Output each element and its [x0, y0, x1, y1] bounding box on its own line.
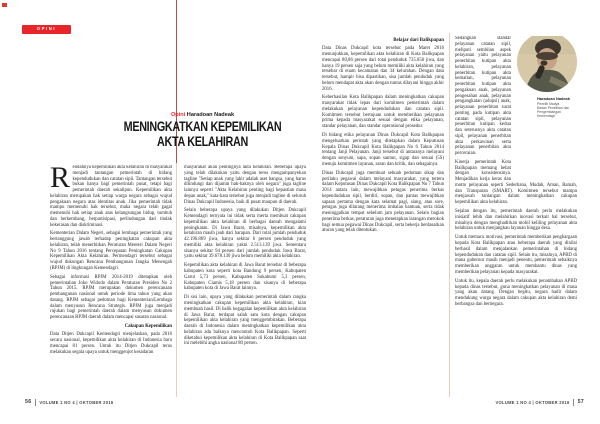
- paragraph: Sejalan dengan itu, pemerintah daerah perlu melakukan inisiatif lebih dan melahirkan inovasi terkait hal tersebut, misalnya dengan menghadirkan mobil keliling pelayanan akta kelahiran untuk menjangkau layanan hingga desa.: [455, 209, 577, 232]
- left-page-column-2: [184, 165, 306, 398]
- corner-trim-mark: [2, 3, 7, 7]
- paragraph: Data Ditjen Dukcapil Kemendagri menjelaskan, pada 2016 secara nasional, kepemilikan akta kelahiran di Indonesia baru mencapai 81 persen. Untuk itu Ditjen Dukcapil terus melakukan segala upaya untuk menggenjot kesadaran: [50, 332, 172, 355]
- paragraph: Kinerja pemerintah Kota Balikpapan memang hebat dengan konsistensinya. Menjadikan kerja keras dan motto pelayanan seperti Sederhana, Mudah, Aman, Ramah, dan Transparan (SMART). Komitmen tersebut mampu menjawab tantangan dalam meningkatkan cakupan kepemilikan akta kelahiran.: [455, 159, 577, 206]
- footer-divider: [35, 399, 36, 406]
- author-photo-image: [517, 36, 577, 92]
- byline-author: Haradoan Nadeak: [186, 112, 235, 118]
- paragraph: Di sisi lain, upaya yang dilakukan pemerintah dalam rangka meningkatkan cakupan kepemilikan akta kelahiran, kian membuah hasil. Di balik kegagalan kepemilikan akta kelahiran di Jawa Barat, terdapat salah satu kota dengan cakupan kepemilikan akta kelahiran yang menggembirakan. Beberapa daerah di Indonesia dalam meningkatkan kepemilikan akta kelahiran ada baiknya mencontoh Kota Balikpapan. Seperti diketahui kepemilikan akta kelahiran di Kota Balikpapan saat ini melebihi angka nasional 80 persen.: [184, 295, 306, 347]
- right-page-column-2: [455, 36, 577, 398]
- title-line-1: MENINGKATKAN KEPEMILIKAN: [123, 119, 282, 134]
- footer-left: [25, 397, 113, 407]
- author-portrait-block: [515, 36, 577, 180]
- footer-right: [496, 397, 584, 407]
- section-tag-label: OPINI: [36, 26, 57, 32]
- paragraph: Untuk itu, kepala daerah perlu melakukan penambahan APBD kepada dinas tersebut, guna meningkatkan pelayanan di masa yang akan datang. Dengan begitu, negara hadir dalam mendukung warga negara dalam cakupan akta kelahiran demi berbangsa dan bernegara.: [455, 278, 577, 307]
- paragraph: Badan Penelitian dan: [537, 105, 570, 110]
- author-name: Haradoan Nadeak: [537, 96, 570, 101]
- author-roles: [537, 102, 577, 119]
- paragraph: Kementerian Dalam Negeri, sebagai lembaga pemerintah yang bertanggung jawab terhadap peningkatan cakupan akta kelahiran, telah menerbitkan Peraturan Menteri Dalam Negeri No 9 Tahun 2016 tentang Percepatan Peningkatan Cakupan Kepemilikan Akta Kelahiran. Permendagri tersebut sebagai wujud dukungan Rencana Pembangunan Jangka Menengah (RPJM) di lingkungan Kemendagri.: [50, 231, 172, 271]
- lead-paragraph-text: endahnya kepemilikan akta kelahiran di masyarakat menjadi tantangan pemerintah di bidang kependudukan dan catatan sipil. Tantangan tersebut bukan hanya bagi pemerintah pusat, tetapi bagi pemerintah daerah sekalipun. Kepemilikan akta kelahiran merupakan hak setiap warga negara sebagai wujud pengakuan negara atas identitas anak. Jika pemerintah tidak mampu memenuhi hak tersebut, maka negara telah gagal memenuhi hak setiap anak atas kelangsungan hidup, tumbuh dan berkembang, berpartisipasi, perlindungan dari tindak kekerasan dan diskriminasi.: [50, 165, 172, 228]
- article-header: [55, 112, 350, 149]
- volume-label-right: VOLUME 1 NO 4 | OKTOBER 2016: [495, 399, 570, 405]
- paragraph: masyarakat akan pentingnya akta kelahiran. Beberapa upaya yang telah dilakukan yaitu dengan terus mengampanyekan tagline "Setiap anak yang lahir adalah aset bangsa, yang harus dilindungi dan dijamin hak-haknya oleh negara" juga tagline lainnya seperti "Akta Kelahiran penting bagi kepastian masa depan anak," kata-kata tersebut juga menjadi tagline di seluruh Dinas Dukcapil Indonesia, baik di pusat maupun di daerah.: [184, 165, 306, 205]
- left-column-rule: [176, 163, 177, 397]
- paragraph: Sebagai informasi RPJM 2014-2019 ditetapkan oleh pemerintahan Joko Widodo dalam Peraturan Presiden No 2 Tahun 2015. RPJM merupakan dokumen perencanaan pembangunan nasional untuk periode lima tahun yang akan datang. RPJM sebagai pedoman bagi Kementerian/Lembaga dalam menyusun Rencana Strategis. RPJM juga menjadi rujukan bagi pemerintah daerah dalam menyusun dokumen perencanaan RPJM daerah dalam mencapai sasaran nasional.: [50, 274, 172, 321]
- paragraph: Dinas Dukcapil juga membuat sebuah pedoman sikap dan perilaku pegawai dalam melayani masyarakat, yang tertera dalam Keputusan Dinas Dukcapil Kota Balikpapan No 7 Tahun 2014 antara lain, mewajibkan petugas penerima berkas kependudukan sipil, berdiri, sopan, dan pantas mewajibkan sapaan pertama dengan kata selamat pagi, siang, atau sore, petugas juga dilarang menerima imbalan bantuan, serta tidak meninggalkan tempat sebelum jam pelayanan. Selain bagian penerima berkas, peraturan juga menetapkan larangan merokok bagi semua pegawai Dinas Dukcapil, serta bekerja berdasarkan aturan yang telah ditentukan.: [322, 170, 444, 234]
- page-number-left: 56: [25, 399, 32, 405]
- title-line-2: AKTA KELAHIRAN: [157, 133, 248, 149]
- paragraph: Pengembangan Kemendagri: [537, 110, 561, 119]
- paragraph: Data Dinas Dukcapil kota tersebut pada Maret 2016 menunjukkan, kepemilikan akta kelahiran di Kota Balikpapan mencapai 80,86 persen dari total penduduk 735.850 jiwa, dan hanya 19 persen saja yang belum memiliki akta kelahiran yang tersebar di enam kecamatan dan 34 kelurahan. Dengan data tersebut, hampir bisa dipastikan, sisa jumlah penduduk yang belum mendapat akta akan dengan tuntas dilayani hingga akhir 2016.: [322, 46, 444, 92]
- paragraph: Kepemilikan akta kelahiran di Jawa Barat tersebar di beberapa kabupaten kota seperti kota Bandung 9 persen, Kabupaten Garut 5,73 persen, Kabupaten Sukabumi 5,3 persen, Kabupaten Ciamis 5,18 persen dan sisanya di beberapa kabupaten kota di Jawa Barat lainnya.: [184, 263, 306, 292]
- author-caption: [515, 97, 577, 118]
- left-page-column-1: [50, 165, 172, 398]
- byline-prefix: Opini: [170, 112, 186, 118]
- paragraph: Peneliti Madya: [537, 101, 560, 106]
- byline: [55, 112, 350, 118]
- paragraph: Sedangkan standar pelayanan catatan sipil, meliputi sembilan aspek pelayanan yaitu pelayanan penerbitan kutipan akta kelahiran, pelayanan penerbitan kutipan akta kematian, pelayanan penerbitan kutipan akta pengakuan anak, pelayanan pengesahan anak, pelayanan pengangkatan (adopsi) anak, pelayanan penerbitan surat penting pada kutipan akta catatan sipil, pelayanan penerbitan kutipan kedua dan seterusnya akta catatan sipil, pelayanan penerbitan akta perkawinan serta pelayanan penerbitan akta perceraian.: [455, 36, 511, 156]
- author-photo: [517, 36, 577, 92]
- subheading-cakupan: Cakupan Kepemilikan: [124, 324, 172, 330]
- volume-label-left: VOLUME 1 NO 4 | OKTOBER 2016: [39, 399, 114, 405]
- body-paragraphs: [184, 165, 306, 347]
- body-paragraphs: [50, 231, 172, 320]
- subheading-belajar: Belajar dari Balikpapan: [393, 38, 444, 43]
- paragraph: Di bidang etika pelayanan Dinas Dukcapil Kota Balikpapan mengeluarkan perintah yang ditetapkan dalam Keputusan Kepala Dinas Dukcapil Kota Balikpapan No 6 Tahun 2014 tentang Janji Pelayanan. Janji tersebut di antaranya melayani dengan senyum, sapa, sopan santun, sigap dan sesuai (5S) menuju komitmen layanan, saran dan kritik, dan sebagainya.: [322, 133, 444, 167]
- right-column-rule: [449, 33, 450, 397]
- page-number-right: 57: [577, 399, 584, 405]
- paragraph: Untuk memacu motivasi, pemerintah memberikan penghargaan kepada Kota Balikpapan atau beberapa daerah yang dinilai berhasil dalam menjalankan pemerintahan di bidang kependudukan dan catatan sipil. Selain itu, misalnya, APBD di mana gubernur masih menjadi penentu, pemerintah sebaiknya memberikan anggaran untuk membantu dinas yang memberikan pelayanan kepada masyarakat.: [455, 235, 577, 275]
- paragraph: Selain beberapa upaya yang dilakukan Ditjen Dukcapil Kemendagri ternyata ini tidak serta merta membuat cakupan kepemilikan akta kelahiran di berbagai daerah mengalami peningkatan. Di Jawa Barat, misalnya, kepemilikan akta kelahiran masih jauh dari harapan. Dari total jumlah penduduk 42.196.869 jiwa, hanya sekitar 6 persen penduduk yang memiliki akta kelahiran yakni 2.513.139 jiwa. Sementara sisanya sekitar 94 persen dari jumlah penduduk Jawa Barat, yaitu sekitar 39.678.130 jiwa belum memiliki akta kelahiran.: [184, 208, 306, 260]
- right-page-column-1: [322, 36, 444, 398]
- lead-paragraph: [50, 165, 172, 228]
- article-title: [55, 120, 350, 149]
- footer-divider: [573, 399, 574, 406]
- drop-cap: R: [50, 165, 71, 194]
- section-tag: [22, 25, 71, 34]
- paragraph: Keberhasilan Kota Balikpapan dalam meningkatkan cakupan masyarakat tidak lepas dari komitmen pemerintah dalam melakukan pelayanan kependudukan dan catatan sipil. Komitmen tersebut bertujuan untuk memberikan pelayanan prima kepada masyarakat sesuai dengan etika pelayanan, standar pelayanan, dan standar operasional prosedur.: [322, 95, 444, 130]
- body-paragraphs: [322, 46, 444, 234]
